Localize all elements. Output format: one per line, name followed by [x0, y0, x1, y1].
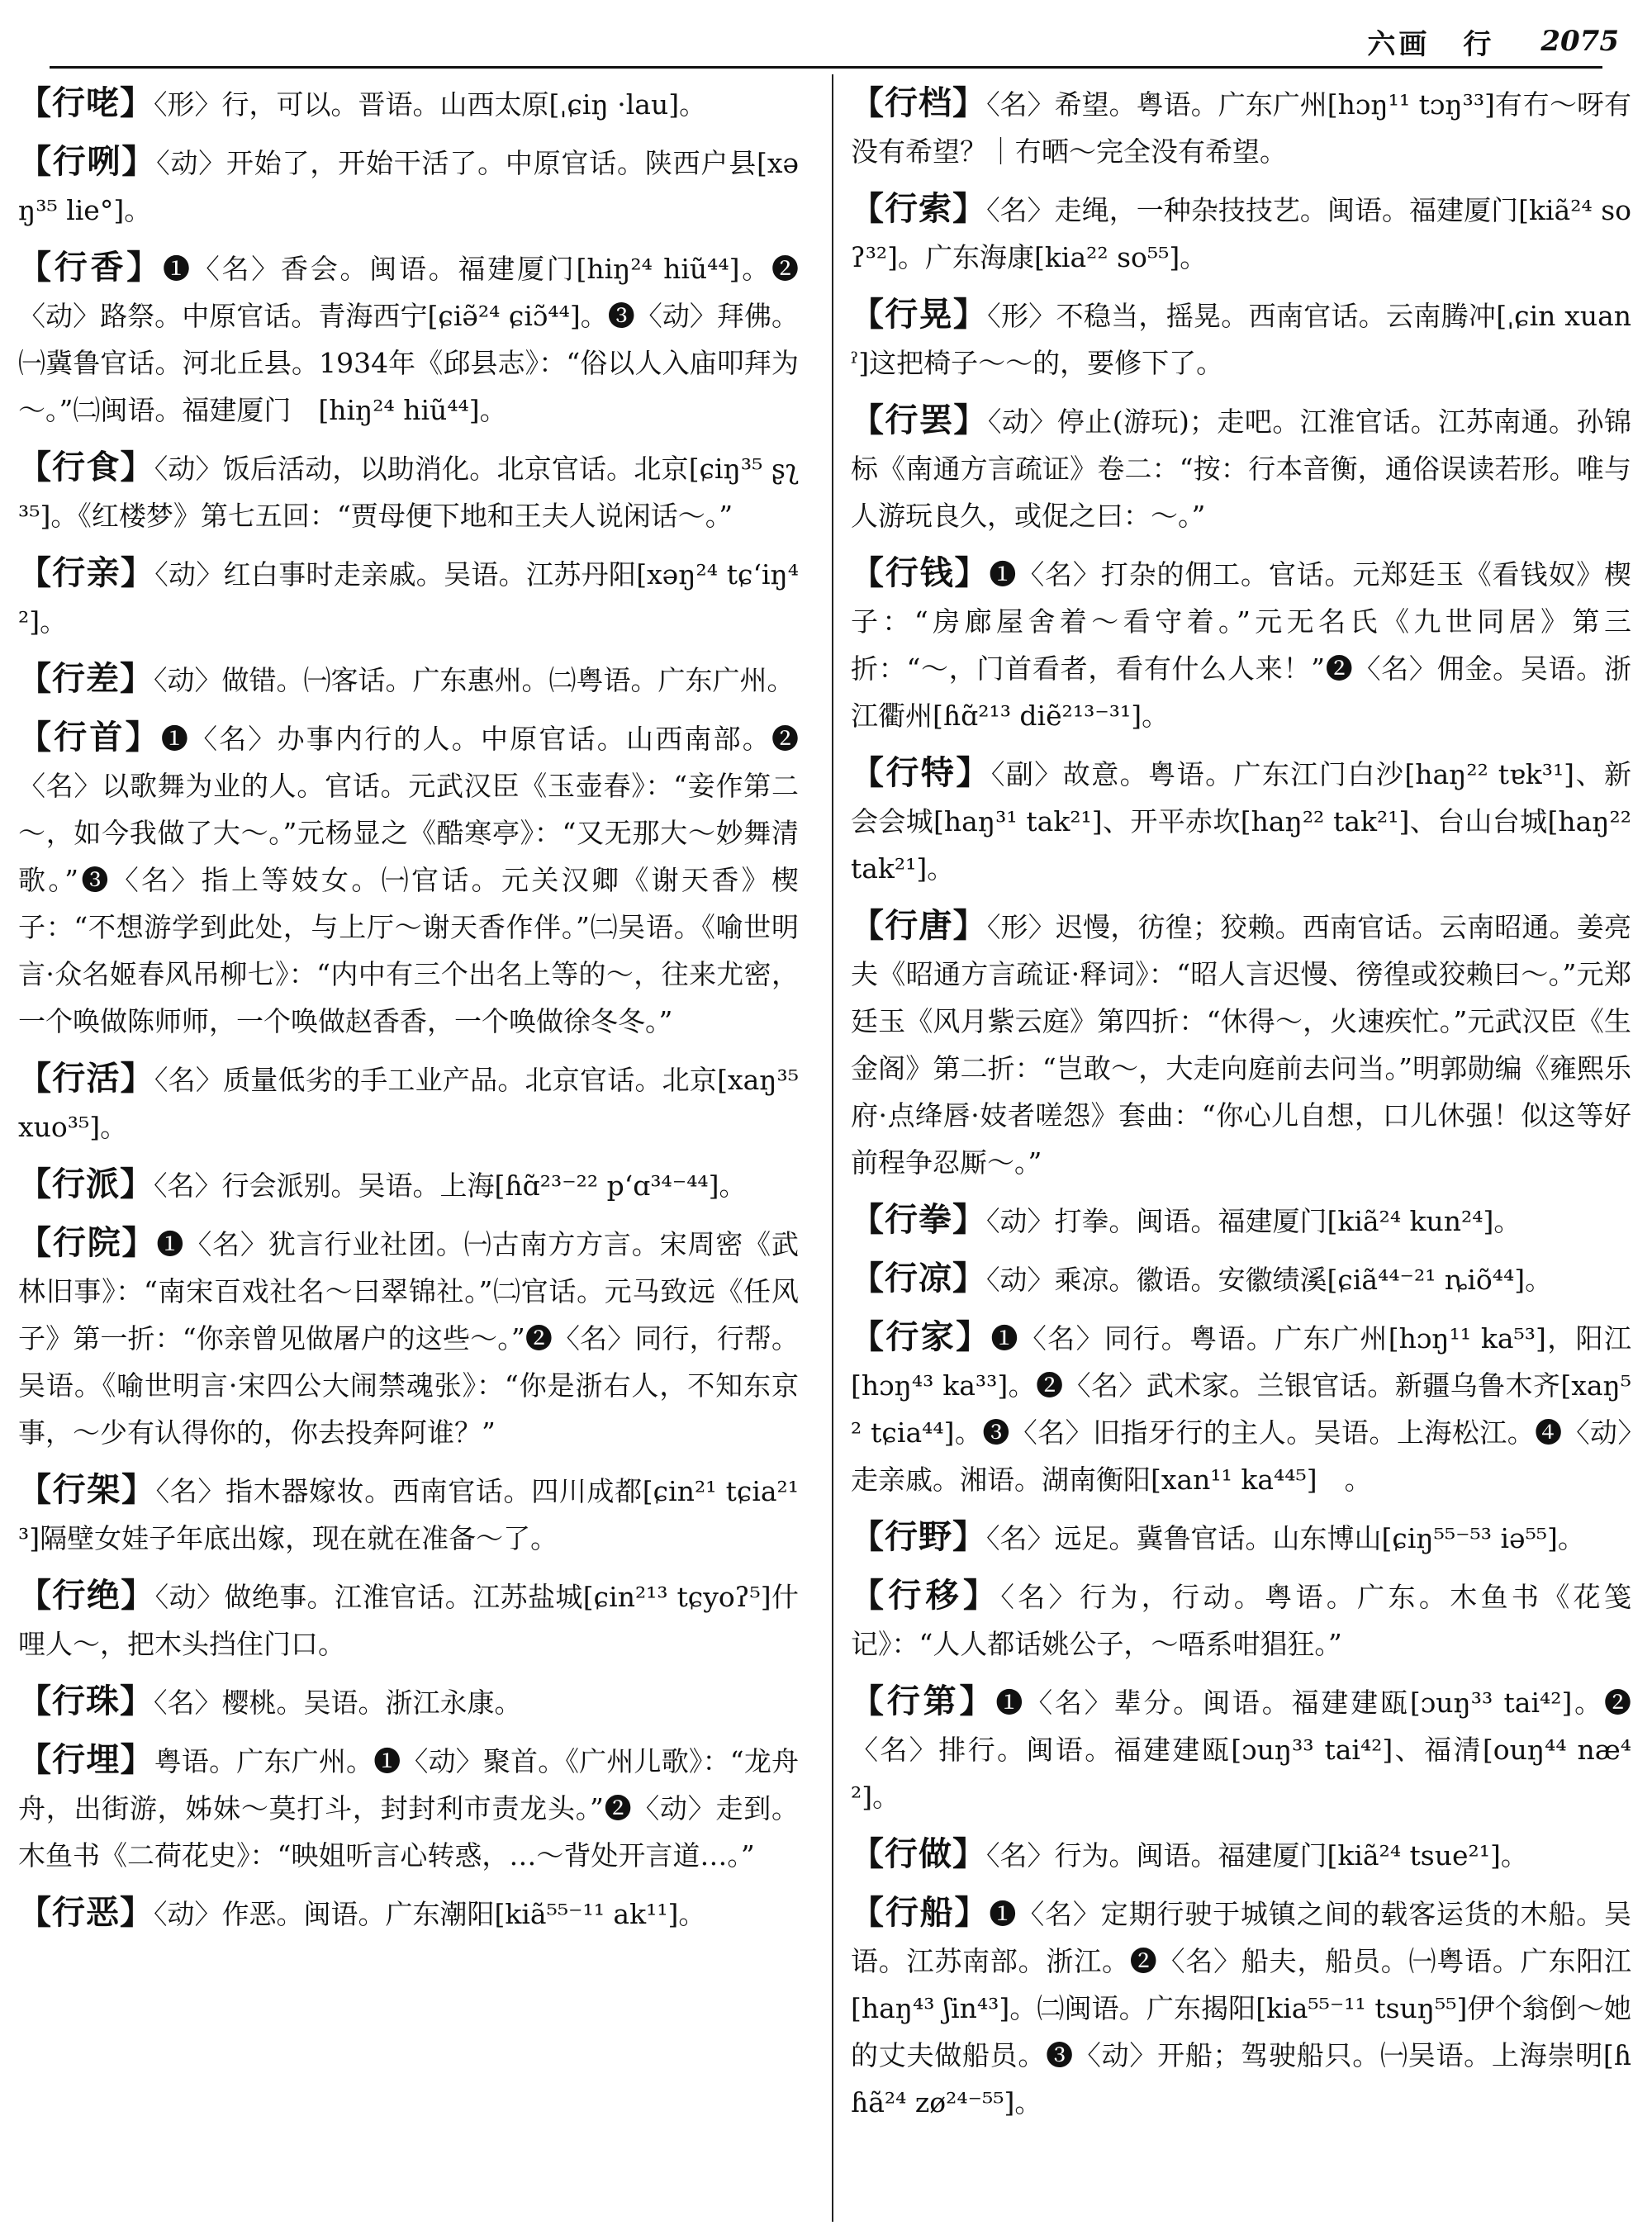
- entry-headword: 【行恶】: [18, 1893, 154, 1932]
- entry-headword: 【行做】: [851, 1834, 986, 1873]
- entry-headword: 【行活】: [18, 1059, 154, 1098]
- entry-definition: 〈名〉行为。闽语。福建厦门[kiã²⁴ tsue²¹]。: [986, 1839, 1528, 1872]
- dictionary-entry: [851, 291, 1631, 387]
- dictionary-entry: [851, 1255, 1631, 1303]
- dictionary-entry: [851, 1513, 1631, 1562]
- entry-headword: 【行架】: [18, 1470, 156, 1509]
- dictionary-entry: [18, 1466, 799, 1562]
- section-label: 六画: [1367, 27, 1431, 61]
- entry-definition: 〈名〉指木器嫁妆。西南官话。四川成都[ɕin²¹ tɕia²¹³]隔壁女娃子年底出嫁，现在就在准备～了。: [18, 1475, 799, 1554]
- entry-definition: 〈名〉质量低劣的手工业产品。北京官话。北京[xaŋ³⁵ xuo³⁵]。: [18, 1064, 799, 1143]
- entry-definition: 〈名〉走绳，一种杂技技艺。闽语。福建厦门[kiã²⁴ soʔ³²]。广东海康[kia²² so⁵⁵]。: [851, 194, 1631, 273]
- entry-headword: 【行凉】: [851, 1259, 986, 1298]
- entry-definition: ❶〈名〉定期行驶于城镇之间的载客运货的木船。吴语。江苏南部。浙江。❷〈名〉船夫，船员。㈠粤语。广东阳江[haŋ⁴³ ʃin⁴³]。㈡闽语。广东揭阳[kia⁵⁵⁻¹¹ tsuŋ⁵⁵]伊个翁倒～她的丈夫做船员。❸〈动〉开船；驾驶船只。㈠吴语。上海崇明[ɦɦã²⁴ zø²⁴⁻⁵⁵]。: [851, 1898, 1631, 2118]
- entry-definition: 〈动〉红白事时走亲戚。吴语。江苏丹阳[xəŋ²⁴ tɕʻiŋ⁴²]。: [18, 558, 799, 638]
- dictionary-entry: [851, 1677, 1631, 1820]
- dictionary-entry: [851, 902, 1631, 1186]
- header-rule: [50, 66, 1602, 69]
- entry-definition: 〈名〉樱桃。吴语。浙江永康。: [154, 1687, 522, 1719]
- header-character: 行: [1463, 27, 1492, 61]
- entry-headword: 【行亲】: [18, 553, 155, 592]
- dictionary-entry: [851, 79, 1631, 175]
- entry-definition: ❶〈名〉打杂的佣工。官话。元郑廷玉《看钱奴》楔子：“房廊屋舍着～看守着。”元无名氏《九世同居》第三折：“～，门首看者，看有什么人来！”❷〈名〉佣金。吴语。浙江衢州[ɦɑ̃²¹³ diẽ²¹³⁻³¹]。: [851, 558, 1631, 732]
- left-column: [18, 79, 799, 2218]
- entry-definition: ❶〈名〉辈分。闽语。福建建瓯[ɔuŋ³³ tai⁴²]。❷〈名〉排行。闽语。福建建瓯[ɔuŋ³³ tai⁴²]、福清[ouŋ⁴⁴ næ⁴²]。: [851, 1687, 1631, 1813]
- entry-definition: 〈副〉故意。粤语。广东江门白沙[haŋ²² tɐk³¹]、新会会城[haŋ³¹ tak²¹]、开平赤坎[haŋ²² tak²¹]、台山台城[haŋ²² tak²¹]。: [851, 758, 1631, 885]
- entry-headword: 【行晃】: [851, 295, 988, 334]
- dictionary-entry: [18, 138, 799, 234]
- dictionary-entry: [18, 1055, 799, 1151]
- entry-headword: 【行埋】: [18, 1740, 154, 1779]
- entry-headword: 【行咧】: [18, 142, 157, 181]
- entry-headword: 【行首】: [18, 718, 161, 757]
- dictionary-entry: [851, 1572, 1631, 1668]
- entry-definition: 〈名〉行会派别。吴语。上海[ɦɑ̃²³⁻²² pʻɑ³⁴⁻⁴⁴]。: [154, 1170, 747, 1202]
- column-divider: [832, 74, 833, 2222]
- dictionary-entry: [18, 655, 799, 704]
- entry-headword: 【行食】: [18, 448, 154, 486]
- entry-headword: 【行差】: [18, 659, 154, 698]
- entry-definition: 〈动〉做绝事。江淮官话。江苏盐城[ɕin²¹³ tɕyoʔ⁵]什哩人～，把木头挡住门口。: [18, 1581, 799, 1660]
- dictionary-entry: [18, 79, 799, 128]
- entry-headword: 【行档】: [851, 83, 987, 122]
- entry-definition: ❶〈名〉香会。闽语。福建厦门[hiŋ²⁴ hiũ⁴⁴]。❷〈动〉路祭。中原官话。青海西宁[ɕiə̃²⁴ ɕiɔ̃⁴⁴]。❸〈动〉拜佛。㈠冀鲁官话。河北丘县。1934年《邱县志》：“俗以人入庙叩拜为～。”㈡闽语。福建厦门 [hiŋ²⁴ hiũ⁴⁴]。: [18, 253, 799, 426]
- entry-headword: 【行索】: [851, 189, 987, 228]
- entry-definition: 〈名〉希望。粤语。广东广州[hɔŋ¹¹ tɔŋ³³]有冇～呀有没有希望？｜冇晒～完全没有希望。: [851, 88, 1631, 168]
- entry-headword: 【行绝】: [18, 1576, 155, 1615]
- dictionary-entry: [851, 396, 1631, 539]
- entry-headword: 【行第】: [851, 1682, 996, 1720]
- entry-definition: 〈动〉停止(游玩)；走吧。江淮官话。江苏南通。孙锦标《南通方言疏证》卷二：“按：行本音衡，通俗误读若形。唯与人游玩良久，或促之曰：～。”: [851, 406, 1631, 532]
- entry-headword: 【行咾】: [18, 83, 154, 122]
- dictionary-entry: [18, 1889, 799, 1938]
- entry-definition: ❶〈名〉同行。粤语。广东广州[hɔŋ¹¹ ka⁵³]，阳江[hɔŋ⁴³ ka³³]。❷〈名〉武术家。兰银官话。新疆乌鲁木齐[xaŋ⁵² tɕia⁴⁴]。❸〈名〉旧指牙行的主人。吴语。上海松江。❹〈动〉走亲戚。湘语。湖南衡阳[xan¹¹ ka⁴⁴⁵] 。: [851, 1322, 1631, 1496]
- dictionary-entry: [18, 244, 799, 434]
- entry-definition: 〈形〉不稳当，摇晃。西南官话。云南腾冲[ˌɕin xuanˀ]这把椅子～～的，要修下了。: [851, 300, 1631, 379]
- entry-definition: 〈形〉行，可以。晋语。山西太原[ˌɕiŋ ·lau]。: [154, 88, 707, 121]
- page-header: [33, 21, 1619, 61]
- entry-definition: 〈形〉迟慢，彷徨；狡赖。西南官话。云南昭通。姜亮夫《昭通方言疏证·释词》：“昭人言迟慢、徬徨或狡赖曰～。”元郑廷玉《风月紫云庭》第四折：“休得～，火速疾忙。”元武汉臣《生金阁》第二折：“岂敢～，大走向庭前去问当。”明郭勋编《雍熙乐府·点绛唇·妓者嗟怨》套曲：“你心儿自想，口儿休强！似这等好前程争忍厮～。”: [851, 911, 1631, 1179]
- page-number: 2075: [1540, 25, 1619, 58]
- entry-headword: 【行院】: [18, 1223, 157, 1262]
- entry-headword: 【行移】: [851, 1576, 1001, 1615]
- dictionary-entry: [18, 1219, 799, 1456]
- entry-headword: 【行派】: [18, 1165, 154, 1203]
- entry-definition: 〈动〉做错。㈠客话。广东惠州。㈡粤语。广东广州。: [154, 664, 795, 696]
- entry-definition: 〈动〉作恶。闽语。广东潮阳[kiã⁵⁵⁻¹¹ ak¹¹]。: [154, 1898, 706, 1930]
- dictionary-entry: [18, 1677, 799, 1726]
- dictionary-entry: [851, 185, 1631, 281]
- dictionary-entry: [18, 1736, 799, 1879]
- dictionary-entry: [851, 1830, 1631, 1879]
- entry-headword: 【行香】: [18, 248, 163, 287]
- dictionary-entry: [851, 1889, 1631, 2126]
- dictionary-entry: [18, 714, 799, 1045]
- entry-definition: ❶〈名〉办事内行的人。中原官话。山西南部。❷〈名〉以歌舞为业的人。官话。元武汉臣《玉壶春》：“妾作第二～，如今我做了大～。”元杨显之《酷寒亭》：“又无那大～妙舞清歌。”❸〈名〉指上等妓女。㈠官话。元关汉卿《谢天香》楔子：“不想游学到此处，与上厅～谢天香作伴。”㈡吴语。《喻世明言·众名姬春风吊柳七》：“内中有三个出名上等的～，往来尤密，一个唤做陈师师，一个唤做赵香香，一个唤做徐冬冬。”: [18, 723, 799, 1037]
- dictionary-entry: [18, 444, 799, 539]
- entry-headword: 【行罢】: [851, 401, 988, 439]
- dictionary-entry: [18, 1572, 799, 1668]
- right-column: [851, 79, 1631, 2218]
- entry-headword: 【行拳】: [851, 1200, 986, 1239]
- entry-definition: 〈动〉开始了，开始干活了。中原官话。陕西户县[xəŋ³⁵ lie°]。: [18, 147, 799, 226]
- entry-headword: 【行特】: [851, 753, 991, 792]
- entry-headword: 【行家】: [851, 1317, 991, 1356]
- entry-definition: 〈名〉远足。冀鲁官话。山东博山[ɕiŋ⁵⁵⁻⁵³ iə⁵⁵]。: [986, 1522, 1585, 1554]
- entry-headword: 【行船】: [851, 1893, 990, 1932]
- entry-definition: 〈动〉乘凉。徽语。安徽绩溪[ɕiã⁴⁴⁻²¹ ȵiõ⁴⁴]。: [986, 1264, 1553, 1296]
- dictionary-entry: [851, 749, 1631, 892]
- entry-definition: 〈动〉饭后活动，以助消化。北京官话。北京[ɕiŋ³⁵ ʂʅ³⁵]。《红楼梦》第七五回：“贾母便下地和王夫人说闲话～。”: [18, 453, 799, 532]
- entry-definition: 〈名〉行为，行动。粤语。广东。木鱼书《花笺记》：“人人都话姚公子，～唔系咁猖狂。”: [851, 1581, 1631, 1660]
- entry-definition: ❶〈名〉犹言行业社团。㈠古南方方言。宋周密《武林旧事》：“南宋百戏社名～曰翠锦社。”㈡官话。元马致远《任风子》第一折：“你亲曾见做屠户的这些～。”❷〈名〉同行，行帮。吴语。《喻世明言·宋四公大闹禁魂张》：“你是浙右人，不知东京事，～少有认得你的，你去投奔阿谁？”: [18, 1228, 799, 1449]
- entry-headword: 【行钱】: [851, 553, 990, 592]
- dictionary-entry: [851, 1196, 1631, 1245]
- entry-definition: 〈动〉打拳。闽语。福建厦门[kiã²⁴ kun²⁴]。: [986, 1205, 1521, 1237]
- dictionary-entry: [851, 549, 1631, 739]
- dictionary-entry: [18, 1160, 799, 1209]
- entry-headword: 【行唐】: [851, 906, 987, 945]
- entry-headword: 【行珠】: [18, 1682, 154, 1720]
- dictionary-entry: [18, 549, 799, 645]
- dictionary-entry: [851, 1313, 1631, 1503]
- entry-headword: 【行野】: [851, 1517, 986, 1556]
- entry-definition: 粤语。广东广州。❶〈动〉聚首。《广州儿歌》：“龙舟舟，出街游，姊妹～莫打斗，封封利市责龙头。”❷〈动〉走到。木鱼书《二荷花史》：“映姐听言心转惑，…～背处开言道…。”: [18, 1745, 799, 1872]
